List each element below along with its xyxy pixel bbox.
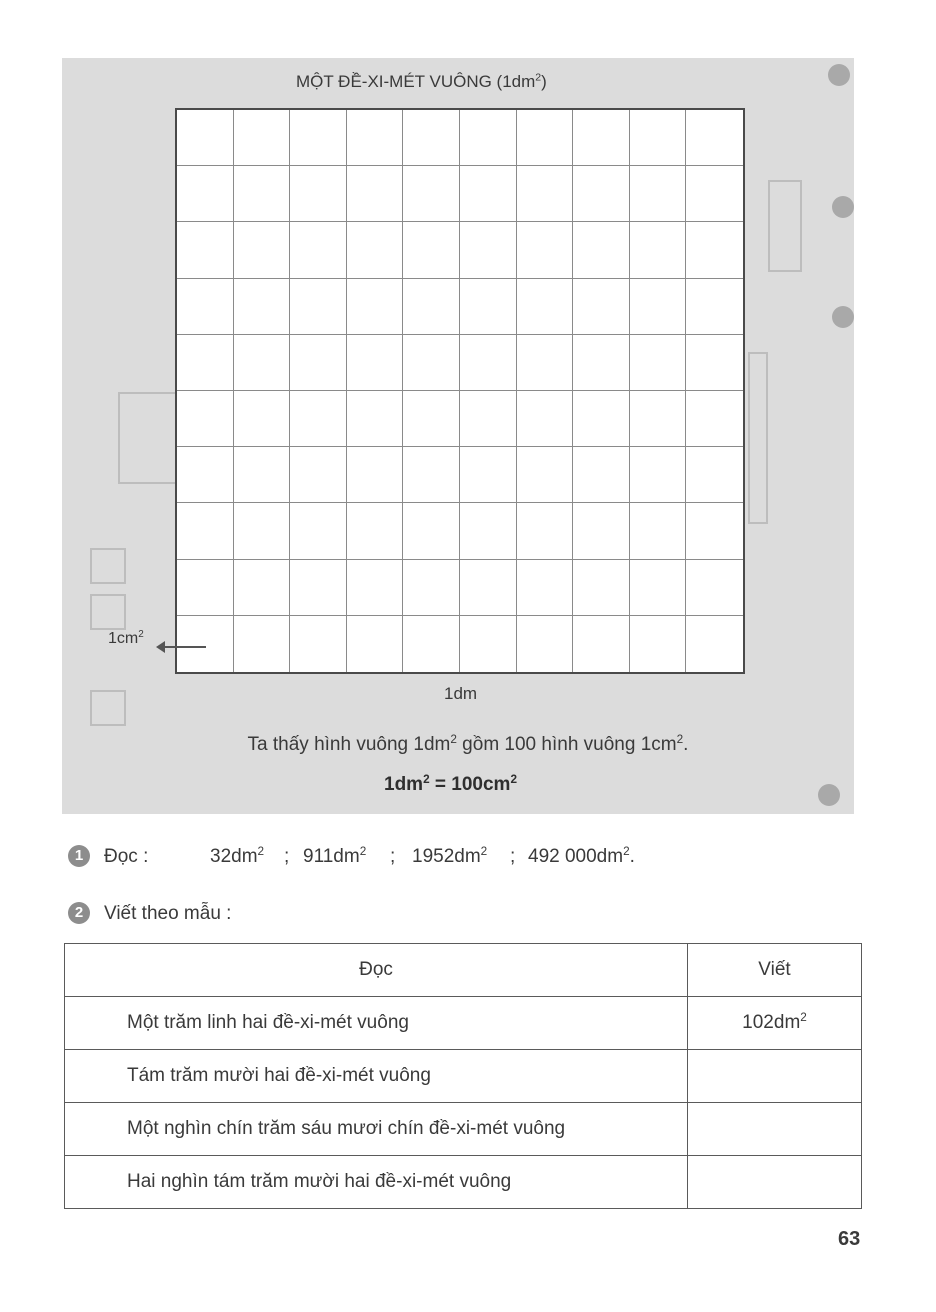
grid-cell: [517, 222, 574, 278]
grid-cell: [686, 391, 743, 447]
grid-cell: [630, 616, 687, 672]
table-row: [65, 1050, 862, 1103]
bleed-circle: [832, 306, 854, 328]
grid-cell: [234, 166, 291, 222]
grid-cell: [573, 447, 630, 503]
grid-cell: [630, 447, 687, 503]
grid-cell: [460, 335, 517, 391]
grid-cell: [517, 166, 574, 222]
grid-cell: [347, 110, 404, 166]
grid-cell: [517, 503, 574, 559]
grid-cell: [686, 503, 743, 559]
grid-cell: [686, 616, 743, 672]
write-cell[interactable]: [688, 1050, 862, 1103]
bleed-box: [118, 392, 180, 484]
bleed-circle: [832, 196, 854, 218]
exercise-table: [64, 943, 862, 1209]
grid-cell: [290, 616, 347, 672]
exercise-1-item: $32dm^2$: [210, 844, 265, 867]
grid-cell: [686, 560, 743, 616]
grid-cell: [234, 560, 291, 616]
grid-cell: [630, 222, 687, 278]
grid-cell: [403, 110, 460, 166]
grid-cell: [234, 335, 291, 391]
grid-cell: [177, 447, 234, 503]
grid-cell: [347, 560, 404, 616]
grid-cell: [347, 447, 404, 503]
bleed-box: [90, 594, 126, 630]
grid-cell: [403, 447, 460, 503]
grid-cell: [630, 391, 687, 447]
table-row: [65, 1156, 862, 1209]
dm-side-label: 1dm: [444, 684, 478, 703]
write-cell[interactable]: [688, 1103, 862, 1156]
bleed-circle: [818, 784, 840, 806]
grid-cell: [403, 503, 460, 559]
grid-cell: [234, 616, 291, 672]
exercise-1-number: 1: [68, 845, 90, 867]
grid-cell: [177, 335, 234, 391]
grid-cell: [517, 279, 574, 335]
grid-cell: [234, 447, 291, 503]
bleed-box: [768, 180, 802, 272]
grid-cell: [290, 279, 347, 335]
grid-cell: [460, 166, 517, 222]
grid-cell: [460, 391, 517, 447]
table-row: [65, 997, 862, 1050]
bleed-box: [90, 690, 126, 726]
grid-cell: [347, 503, 404, 559]
grid-cell: [630, 560, 687, 616]
grid-cell: [630, 503, 687, 559]
separator: ;: [390, 846, 396, 867]
grid-cell: [290, 447, 347, 503]
grid-cell: [403, 222, 460, 278]
exercise-1-item: 492 $000dm^2$.: [528, 844, 635, 867]
grid-cell: [686, 447, 743, 503]
grid-cell: [573, 279, 630, 335]
grid-cell: [630, 110, 687, 166]
exercise-1-item: $1952dm^2$: [412, 844, 488, 867]
grid-cell: [573, 222, 630, 278]
figure-title: MỘT ĐỀ-XI-MÉT VUÔNG $(1dm^2)$: [296, 71, 547, 91]
grid-cell: [517, 391, 574, 447]
exercise-2-number: 2: [68, 902, 90, 924]
grid-cell: [460, 616, 517, 672]
grid-cell: [290, 335, 347, 391]
grid-cell: [347, 391, 404, 447]
equation: $1dm^2 = 100cm^2$: [384, 772, 517, 795]
grid-cell: [177, 279, 234, 335]
grid-cell: [347, 616, 404, 672]
grid-cell: [517, 110, 574, 166]
grid-cell: [403, 166, 460, 222]
table-header-row: [65, 944, 862, 997]
grid-cell: [517, 616, 574, 672]
header-write: Viết: [688, 944, 862, 997]
grid-cell: [234, 110, 291, 166]
grid-cell: [573, 166, 630, 222]
grid-cell: [573, 391, 630, 447]
grid-cell: [460, 503, 517, 559]
grid-cell: [177, 110, 234, 166]
grid-cell: [403, 279, 460, 335]
bleed-circle: [828, 64, 850, 86]
square-grid: [175, 108, 745, 674]
grid-cell: [517, 335, 574, 391]
grid-cell: [630, 166, 687, 222]
cm-square-label: $1cm^2$: [108, 629, 144, 647]
grid-cell: [517, 560, 574, 616]
exercise-1-item: $911dm^2$: [303, 844, 367, 867]
separator: ;: [284, 846, 290, 867]
page-number: 63: [838, 1228, 861, 1250]
grid-cell: [290, 391, 347, 447]
grid-cell: [403, 391, 460, 447]
grid-cell: [290, 166, 347, 222]
exercise-2-label: Viết theo mẫu :: [104, 903, 232, 924]
read-cell: Một nghìn chín trăm sáu mươi chín đề-xi-mét vuông: [65, 1103, 688, 1156]
table-row: [65, 1103, 862, 1156]
statement-text: Ta thấy hình vuông $1dm^2$ gồm 100 hình vuông $1cm^2$.: [247, 732, 689, 755]
grid-cell: [347, 335, 404, 391]
write-cell[interactable]: $102dm^2$: [688, 997, 862, 1050]
grid-cell: [460, 560, 517, 616]
grid-cell: [630, 279, 687, 335]
grid-cell: [573, 110, 630, 166]
grid-cell: [517, 447, 574, 503]
grid-cell: [234, 391, 291, 447]
read-cell: Hai nghìn tám trăm mười hai đề-xi-mét vuông: [65, 1156, 688, 1209]
grid-cell: [686, 222, 743, 278]
grid-cell: [234, 222, 291, 278]
left-arrow-icon: [158, 646, 206, 648]
grid-cell: [573, 616, 630, 672]
grid-cell: [686, 335, 743, 391]
grid-cell: [234, 279, 291, 335]
grid-cell: [460, 279, 517, 335]
separator: ;: [510, 846, 516, 867]
grid-cell: [177, 616, 234, 672]
grid-cell: [290, 110, 347, 166]
grid-cell: [234, 503, 291, 559]
grid-cell: [686, 110, 743, 166]
exercise-1-label: Đọc :: [104, 846, 149, 867]
header-read: Đọc: [65, 944, 688, 997]
grid-cell: [290, 560, 347, 616]
grid-cell: [347, 166, 404, 222]
grid-cell: [573, 560, 630, 616]
grid-cell: [686, 166, 743, 222]
grid-cell: [177, 166, 234, 222]
grid-cell: [573, 335, 630, 391]
grid-cell: [290, 222, 347, 278]
write-cell[interactable]: [688, 1156, 862, 1209]
grid-cell: [460, 447, 517, 503]
bleed-box: [90, 548, 126, 584]
read-cell: Một trăm linh hai đề-xi-mét vuông: [65, 997, 688, 1050]
grid-cell: [290, 503, 347, 559]
grid-cell: [630, 335, 687, 391]
grid-cell: [347, 279, 404, 335]
grid-cell: [403, 616, 460, 672]
grid-cell: [403, 335, 460, 391]
read-cell: Tám trăm mười hai đề-xi-mét vuông: [65, 1050, 688, 1103]
grid-cell: [573, 503, 630, 559]
grid-cell: [177, 222, 234, 278]
grid-cell: [460, 110, 517, 166]
grid-cell: [460, 222, 517, 278]
grid-cell: [177, 391, 234, 447]
bleed-box: [748, 352, 768, 524]
grid-cell: [686, 279, 743, 335]
grid-cell: [403, 560, 460, 616]
grid-cell: [177, 503, 234, 559]
grid-cell: [347, 222, 404, 278]
grid-cell: [177, 560, 234, 616]
